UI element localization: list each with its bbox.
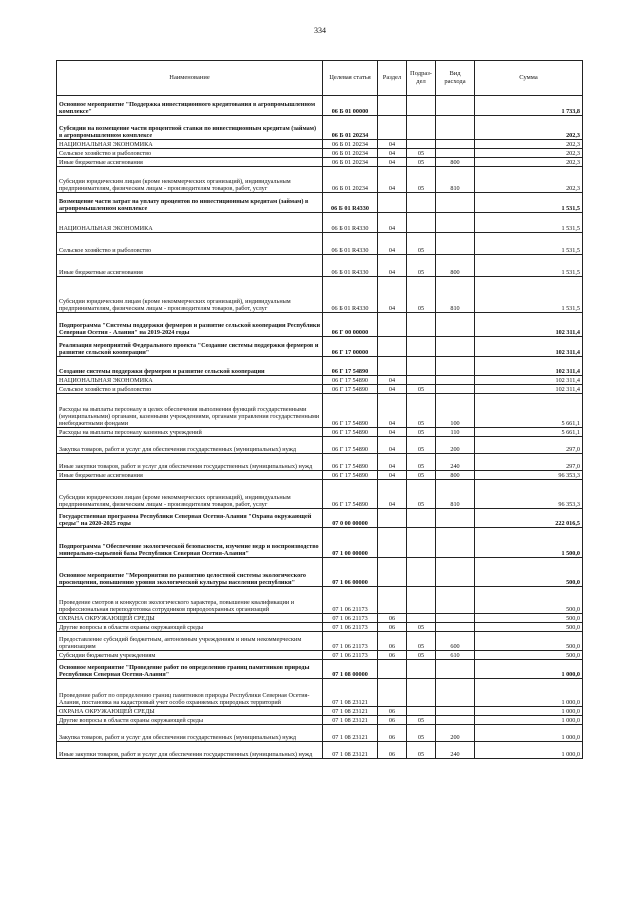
row-name: Сельское хозяйство и рыболовство xyxy=(57,385,323,394)
table-header-row xyxy=(57,61,583,96)
budget-table xyxy=(56,60,583,759)
row-expense-type xyxy=(436,149,475,158)
table-row xyxy=(57,742,583,759)
row-name: Проведение работ по определению границ памятников природы Республики Северная Осетия-Алания, постановка на кадастровый учет особо охраняемых природных территорий xyxy=(57,679,323,707)
table-row xyxy=(57,255,583,277)
row-name: НАЦИОНАЛЬНАЯ ЭКОНОМИКА xyxy=(57,376,323,385)
row-sum: 202,3 xyxy=(475,167,583,193)
row-section: 06 xyxy=(378,614,407,623)
row-code: 06 Б 01 20234 xyxy=(323,116,378,140)
row-subsection xyxy=(407,660,436,679)
row-expense-type xyxy=(436,357,475,376)
row-subsection xyxy=(407,587,436,614)
row-code: 06 Б 01 00000 xyxy=(323,96,378,116)
row-code: 07 1 06 21173 xyxy=(323,651,378,660)
table-row xyxy=(57,651,583,660)
row-name: Субсидии юридическим лицам (кроме некоммерческих организаций), индивидуальным предпринимателям, физическим лицам - производителям товаров, работ, услуг xyxy=(57,167,323,193)
row-code: 06 Г 17 54890 xyxy=(323,437,378,454)
row-subsection xyxy=(407,509,436,528)
row-expense-type: 100 xyxy=(436,394,475,428)
table-row xyxy=(57,337,583,357)
row-subsection: 05 xyxy=(407,277,436,313)
row-section: 04 xyxy=(378,376,407,385)
row-name: Иные закупки товаров, работ и услуг для обеспечения государственных (муниципальных) нужд xyxy=(57,454,323,471)
row-sum: 102 311,4 xyxy=(475,385,583,394)
row-code: 07 1 08 23121 xyxy=(323,742,378,759)
row-code: 06 Б 01 R4330 xyxy=(323,213,378,233)
row-section: 04 xyxy=(378,277,407,313)
row-code: 07 1 08 23121 xyxy=(323,716,378,725)
row-name: ОХРАНА ОКРУЖАЮЩЕЙ СРЕДЫ xyxy=(57,707,323,716)
row-subsection: 05 xyxy=(407,437,436,454)
row-expense-type: 810 xyxy=(436,277,475,313)
row-expense-type xyxy=(436,716,475,725)
row-section xyxy=(378,337,407,357)
row-name: Расходы на выплаты персоналу казенных учреждений xyxy=(57,428,323,437)
row-section: 06 xyxy=(378,725,407,742)
row-name: Иные бюджетные ассигнования xyxy=(57,158,323,167)
row-section: 06 xyxy=(378,651,407,660)
row-name: НАЦИОНАЛЬНАЯ ЭКОНОМИКА xyxy=(57,213,323,233)
row-sum: 297,0 xyxy=(475,437,583,454)
row-sum: 1 733,8 xyxy=(475,96,583,116)
row-code: 06 Б 01 R4330 xyxy=(323,193,378,213)
row-subsection: 05 xyxy=(407,158,436,167)
row-section xyxy=(378,116,407,140)
row-section xyxy=(378,587,407,614)
row-code: 06 Г 00 00000 xyxy=(323,313,378,337)
row-name: Иные бюджетные ассигнования xyxy=(57,255,323,277)
row-subsection xyxy=(407,528,436,558)
row-code: 07 0 00 00000 xyxy=(323,509,378,528)
row-name: Иные бюджетные ассигнования xyxy=(57,471,323,480)
row-section: 04 xyxy=(378,255,407,277)
row-name: Сельское хозяйство и рыболовство xyxy=(57,149,323,158)
row-subsection xyxy=(407,313,436,337)
row-name: Проведение смотров и конкурсов экологического характера, повышение квалификации и профессиональная переподготовка сотрудников природоохранных организаций xyxy=(57,587,323,614)
row-sum: 500,0 xyxy=(475,623,583,632)
row-section: 06 xyxy=(378,716,407,725)
row-expense-type: 110 xyxy=(436,428,475,437)
table-row xyxy=(57,716,583,725)
row-expense-type: 800 xyxy=(436,471,475,480)
row-subsection xyxy=(407,707,436,716)
header-sum: Сумма xyxy=(475,61,583,96)
row-sum: 1 531,5 xyxy=(475,193,583,213)
row-expense-type: 600 xyxy=(436,632,475,651)
row-subsection: 05 xyxy=(407,149,436,158)
row-code: 06 Г 17 54890 xyxy=(323,357,378,376)
row-section: 04 xyxy=(378,437,407,454)
row-sum: 1 000,0 xyxy=(475,679,583,707)
table-row xyxy=(57,149,583,158)
row-name: Основное мероприятие "Поддержка инвестиционного кредитования в агропромышленном комплексе" xyxy=(57,96,323,116)
row-name: НАЦИОНАЛЬНАЯ ЭКОНОМИКА xyxy=(57,140,323,149)
row-section: 04 xyxy=(378,480,407,509)
row-subsection xyxy=(407,376,436,385)
row-name: Субсидии юридическим лицам (кроме некоммерческих организаций), индивидуальным предпринимателям, физическим лицам - производителям товаров, работ, услуг xyxy=(57,480,323,509)
table-row xyxy=(57,623,583,632)
row-subsection: 05 xyxy=(407,716,436,725)
table-row xyxy=(57,428,583,437)
table-row xyxy=(57,614,583,623)
row-name: Закупка товаров, работ и услуг для обеспечения государственных (муниципальных) нужд xyxy=(57,437,323,454)
row-code: 06 Г 17 00000 xyxy=(323,337,378,357)
row-code: 07 1 06 21173 xyxy=(323,614,378,623)
row-sum: 96 353,3 xyxy=(475,480,583,509)
row-name: Предоставление субсидий бюджетным, автономным учреждениям и иным некоммерческим организациям xyxy=(57,632,323,651)
row-subsection: 05 xyxy=(407,394,436,428)
row-section: 04 xyxy=(378,233,407,255)
row-sum: 1 531,5 xyxy=(475,255,583,277)
row-name: Возмещение части затрат на уплату процентов по инвестиционным кредитам (займам) в агропромышленном комплексе xyxy=(57,193,323,213)
row-section: 04 xyxy=(378,471,407,480)
row-expense-type xyxy=(436,376,475,385)
row-subsection xyxy=(407,140,436,149)
row-sum: 1 500,0 xyxy=(475,528,583,558)
row-code: 06 Г 17 54890 xyxy=(323,376,378,385)
row-section: 04 xyxy=(378,167,407,193)
row-sum: 1 531,5 xyxy=(475,233,583,255)
row-expense-type: 800 xyxy=(436,255,475,277)
row-sum: 102 311,4 xyxy=(475,376,583,385)
row-name: Субсидии бюджетным учреждениям xyxy=(57,651,323,660)
row-sum: 1 000,0 xyxy=(475,725,583,742)
row-section: 06 xyxy=(378,632,407,651)
table-row xyxy=(57,116,583,140)
row-code: 07 1 06 21173 xyxy=(323,587,378,614)
row-expense-type: 240 xyxy=(436,454,475,471)
header-code: Целевая статья xyxy=(323,61,378,96)
row-name: Другие вопросы в области охраны окружающей среды xyxy=(57,623,323,632)
row-sum: 297,0 xyxy=(475,454,583,471)
row-sum: 500,0 xyxy=(475,587,583,614)
row-sum: 1 000,0 xyxy=(475,660,583,679)
row-expense-type xyxy=(436,509,475,528)
row-subsection xyxy=(407,357,436,376)
row-name: Основное мероприятие "Мероприятия по развитию целостной системы экологического просвещения, повышению уровня экологической культуры населения республики" xyxy=(57,558,323,587)
row-sum: 202,3 xyxy=(475,116,583,140)
row-sum: 1 000,0 xyxy=(475,707,583,716)
table-row xyxy=(57,158,583,167)
row-expense-type xyxy=(436,193,475,213)
header-section: Раздел xyxy=(378,61,407,96)
row-code: 06 Б 01 20234 xyxy=(323,140,378,149)
row-sum: 1 000,0 xyxy=(475,716,583,725)
row-subsection: 05 xyxy=(407,385,436,394)
row-subsection: 05 xyxy=(407,471,436,480)
row-expense-type xyxy=(436,558,475,587)
row-expense-type: 200 xyxy=(436,725,475,742)
row-section xyxy=(378,660,407,679)
row-name: Государственная программа Республики Северная Осетия-Алания "Охрана окружающей среды" на 2020-2025 годы xyxy=(57,509,323,528)
row-section: 06 xyxy=(378,707,407,716)
row-subsection xyxy=(407,614,436,623)
row-name: Реализация мероприятий Федерального проекта "Создание системы поддержки фермеров и развитие сельской кооперации" xyxy=(57,337,323,357)
table-row xyxy=(57,528,583,558)
row-code: 06 Б 01 20234 xyxy=(323,167,378,193)
row-name: ОХРАНА ОКРУЖАЮЩЕЙ СРЕДЫ xyxy=(57,614,323,623)
row-section: 04 xyxy=(378,140,407,149)
row-sum: 102 311,4 xyxy=(475,337,583,357)
table-row xyxy=(57,277,583,313)
row-code: 07 1 06 21173 xyxy=(323,623,378,632)
row-name: Создание системы поддержки фермеров и развитие сельской кооперации xyxy=(57,357,323,376)
table-row xyxy=(57,140,583,149)
row-subsection: 05 xyxy=(407,233,436,255)
header-expense-type: Вид расхода xyxy=(436,61,475,96)
row-code: 06 Г 17 54890 xyxy=(323,454,378,471)
row-name: Расходы на выплаты персоналу в целях обеспечения выполнения функций государственными (муниципальными) органами, казенными учреждениями, органами управления государственными внебюджетными фондами xyxy=(57,394,323,428)
row-expense-type xyxy=(436,116,475,140)
row-code: 06 Г 17 54890 xyxy=(323,480,378,509)
row-sum: 222 016,5 xyxy=(475,509,583,528)
row-expense-type xyxy=(436,614,475,623)
row-section: 04 xyxy=(378,385,407,394)
row-subsection: 05 xyxy=(407,480,436,509)
row-expense-type xyxy=(436,213,475,233)
row-code: 07 1 00 00000 xyxy=(323,528,378,558)
row-section xyxy=(378,193,407,213)
row-code: 06 Г 17 54890 xyxy=(323,428,378,437)
row-sum: 500,0 xyxy=(475,632,583,651)
row-subsection xyxy=(407,213,436,233)
table-row xyxy=(57,679,583,707)
row-sum: 5 661,1 xyxy=(475,428,583,437)
row-section xyxy=(378,558,407,587)
table-row xyxy=(57,213,583,233)
row-subsection: 05 xyxy=(407,632,436,651)
row-code: 06 Б 01 R4330 xyxy=(323,255,378,277)
table-row xyxy=(57,587,583,614)
row-section xyxy=(378,509,407,528)
table-row xyxy=(57,480,583,509)
row-code: 07 1 06 00000 xyxy=(323,558,378,587)
row-expense-type: 810 xyxy=(436,167,475,193)
row-name: Подпрограмма "Обеспечение экологической безопасности, изучение недр и воспроизводство минерально-сырьевой базы Республики Северная Осетия-Алания" xyxy=(57,528,323,558)
row-expense-type xyxy=(436,679,475,707)
row-code: 06 Б 01 20234 xyxy=(323,149,378,158)
row-sum: 500,0 xyxy=(475,651,583,660)
table-row xyxy=(57,385,583,394)
row-section: 04 xyxy=(378,454,407,471)
table-row xyxy=(57,660,583,679)
row-name: Иные закупки товаров, работ и услуг для обеспечения государственных (муниципальных) нужд xyxy=(57,742,323,759)
row-section xyxy=(378,313,407,337)
table-row xyxy=(57,167,583,193)
row-section: 04 xyxy=(378,428,407,437)
row-code: 06 Г 17 54890 xyxy=(323,385,378,394)
row-subsection: 05 xyxy=(407,725,436,742)
row-sum: 102 311,4 xyxy=(475,357,583,376)
row-section: 04 xyxy=(378,213,407,233)
row-code: 07 1 06 21173 xyxy=(323,632,378,651)
table-row xyxy=(57,509,583,528)
row-subsection xyxy=(407,193,436,213)
row-section: 06 xyxy=(378,623,407,632)
table-row xyxy=(57,454,583,471)
row-sum: 96 353,3 xyxy=(475,471,583,480)
table-row xyxy=(57,394,583,428)
row-sum: 500,0 xyxy=(475,614,583,623)
table-row xyxy=(57,707,583,716)
row-code: 06 Б 01 20234 xyxy=(323,158,378,167)
row-subsection xyxy=(407,679,436,707)
row-expense-type xyxy=(436,233,475,255)
row-sum: 202,3 xyxy=(475,140,583,149)
row-expense-type: 610 xyxy=(436,651,475,660)
row-subsection xyxy=(407,116,436,140)
row-code: 06 Г 17 54890 xyxy=(323,471,378,480)
table-row xyxy=(57,471,583,480)
table-row xyxy=(57,233,583,255)
row-code: 07 1 08 23121 xyxy=(323,679,378,707)
row-sum: 1 531,5 xyxy=(475,213,583,233)
row-section: 04 xyxy=(378,158,407,167)
row-subsection xyxy=(407,337,436,357)
row-section xyxy=(378,96,407,116)
row-expense-type: 800 xyxy=(436,158,475,167)
row-code: 06 Б 01 R4330 xyxy=(323,233,378,255)
row-sum: 102 311,4 xyxy=(475,313,583,337)
page-number: 334 xyxy=(314,26,326,35)
row-name: Закупка товаров, работ и услуг для обеспечения государственных (муниципальных) нужд xyxy=(57,725,323,742)
header-name: Наименование xyxy=(57,61,323,96)
table-row xyxy=(57,193,583,213)
row-expense-type: 200 xyxy=(436,437,475,454)
row-subsection: 05 xyxy=(407,428,436,437)
row-code: 07 1 08 23121 xyxy=(323,725,378,742)
row-sum: 5 661,1 xyxy=(475,394,583,428)
row-code: 06 Б 01 R4330 xyxy=(323,277,378,313)
row-section xyxy=(378,357,407,376)
row-subsection: 05 xyxy=(407,742,436,759)
table-row xyxy=(57,725,583,742)
row-expense-type: 810 xyxy=(436,480,475,509)
row-code: 06 Г 17 54890 xyxy=(323,394,378,428)
row-name: Основное мероприятие "Проведение работ по определению границ памятников природы Республики Северная Осетия-Алания" xyxy=(57,660,323,679)
row-subsection: 05 xyxy=(407,255,436,277)
table-row xyxy=(57,632,583,651)
row-expense-type xyxy=(436,707,475,716)
row-expense-type xyxy=(436,528,475,558)
row-name: Другие вопросы в области охраны окружающей среды xyxy=(57,716,323,725)
table-row xyxy=(57,376,583,385)
row-expense-type xyxy=(436,313,475,337)
row-name: Сельское хозяйство и рыболовство xyxy=(57,233,323,255)
table-row xyxy=(57,558,583,587)
row-expense-type xyxy=(436,385,475,394)
row-expense-type xyxy=(436,587,475,614)
row-sum: 500,0 xyxy=(475,558,583,587)
row-subsection xyxy=(407,558,436,587)
row-section: 04 xyxy=(378,394,407,428)
row-subsection xyxy=(407,96,436,116)
row-expense-type xyxy=(436,623,475,632)
row-section xyxy=(378,528,407,558)
row-expense-type xyxy=(436,660,475,679)
row-subsection: 05 xyxy=(407,623,436,632)
row-section: 06 xyxy=(378,742,407,759)
row-subsection: 05 xyxy=(407,167,436,193)
row-sum: 1 000,0 xyxy=(475,742,583,759)
row-expense-type xyxy=(436,96,475,116)
row-subsection: 05 xyxy=(407,454,436,471)
row-sum: 202,3 xyxy=(475,158,583,167)
row-expense-type xyxy=(436,140,475,149)
row-code: 07 1 08 23121 xyxy=(323,707,378,716)
table-row xyxy=(57,357,583,376)
row-name: Субсидии юридическим лицам (кроме некоммерческих организаций), индивидуальным предпринимателям, физическим лицам - производителям товаров, работ, услуг xyxy=(57,277,323,313)
row-expense-type xyxy=(436,337,475,357)
table-row xyxy=(57,313,583,337)
row-section: 04 xyxy=(378,149,407,158)
header-subsection: Подраз- дел xyxy=(407,61,436,96)
row-name: Субсидии на возмещение части процентной ставки по инвестиционным кредитам (займам) в агропромышленном комплексе xyxy=(57,116,323,140)
row-code: 07 1 08 00000 xyxy=(323,660,378,679)
row-name: Подпрограмма "Системы поддержки фермеров и развитие сельской кооперации Республики Северная Осетия - Алания" на 2019-2024 годы xyxy=(57,313,323,337)
row-expense-type: 240 xyxy=(436,742,475,759)
row-subsection: 05 xyxy=(407,651,436,660)
table-row xyxy=(57,437,583,454)
table-row xyxy=(57,96,583,116)
row-sum: 1 531,5 xyxy=(475,277,583,313)
row-sum: 202,3 xyxy=(475,149,583,158)
row-section xyxy=(378,679,407,707)
